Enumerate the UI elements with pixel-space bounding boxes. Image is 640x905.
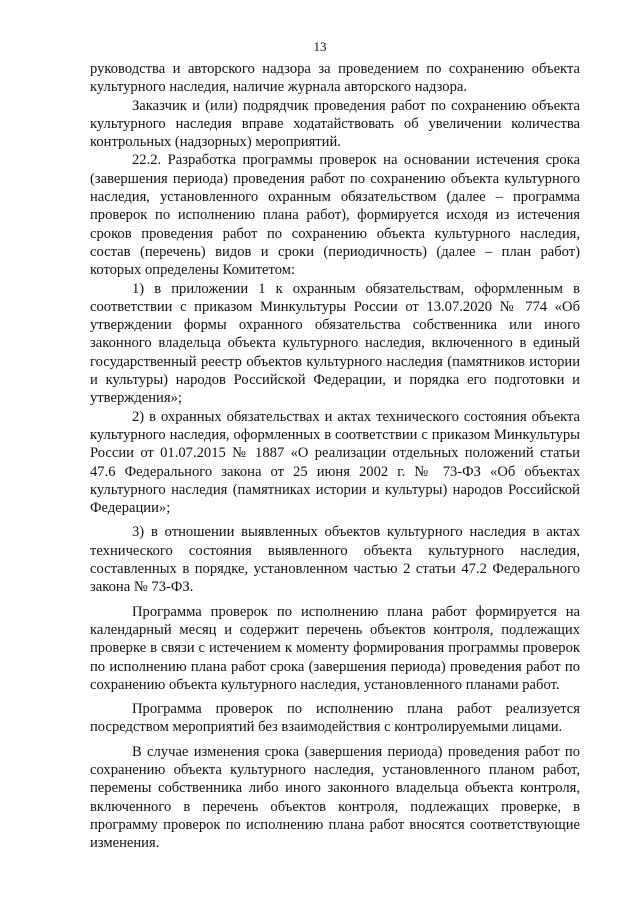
list-item-3: 3) в отношении выявленных объектов культурного наследия в актах технического состояния выявленного объекта культурного наследия, составленных в порядке, установленном частью 2 статьи 47.2 Федерального закона № 73-ФЗ. [90,524,580,596]
paragraph-section-22-2: 22.2. Разработка программы проверок на основании истечения срока (завершения периода) проведения работ по сохранению объекта культурного наследия, установленного охранным обязательством (далее – программа проверок по исполнению плана работ), формируется исходя из истечения сроков проведения работ по сохранению объекта культурного наследия, состав (перечень) видов и сроки (периодичность) (далее – план работ) которых определены Комитетом: [90,152,580,279]
list-item-2: 2) в охранных обязательствах и актах технического состояния объекта культурного наследия, оформленных в соответствии с приказом Минкультуры России от 01.07.2015 № 1887 «О реализации отдельных положений статьи 47.6 Федерального закона от 25 июня 2002 г. № 73-ФЗ «Об объектах культурного наследия (памятниках истории и культуры) народов Российской Федерации»; [90,408,580,517]
paragraph-program-implementation: Программа проверок по исполнению плана работ реализуется посредством мероприятий без взаимодействия с контролируемыми лицами. [90,701,580,736]
paragraph-continuation: руководства и авторского надзора за проведением по сохранению объекта культурного наследия, наличие журнала авторского надзора. [90,61,580,96]
paragraph-program-formation: Программа проверок по исполнению плана работ формируется на календарный месяц и содержит перечень объектов контроля, подлежащих проверке в связи с истечением к моменту формирования программы проверок по исполнению плана работ срока (завершения периода) проведения работ по сохранению объекта культурного наследия, установленного планами работ. [90,603,580,693]
paragraph-program-changes: В случае изменения срока (завершения периода) проведения работ по сохранению объекта культурного наследия, установленного планом работ, перемены собственника либо иного законного владельца объекта контроля, включенного в перечень объектов контроля, подлежащих проверке, в программу проверок по исполнению плана работ вносятся соответствующие изменения. [90,743,580,852]
list-item-1: 1) в приложении 1 к охранным обязательствам, оформленным в соответствии с приказом Минкультуры России от 13.07.2020 № 774 «Об утверждении формы охранного обязательства собственника или иного законного владельца объекта культурного наследия, включенного в единый государственный реестр объектов культурного наследия (памятников истории и культуры) народов Российской Федерации, и порядка его подготовки и утверждения»; [90,280,580,407]
page-number: 13 [313,39,327,54]
document-body [90,60,580,852]
paragraph-customer-petition: Заказчик и (или) подрядчик проведения работ по сохранению объекта культурного наследия вправе ходатайствовать об увеличении количества контрольных (надзорных) мероприятий. [90,97,580,151]
